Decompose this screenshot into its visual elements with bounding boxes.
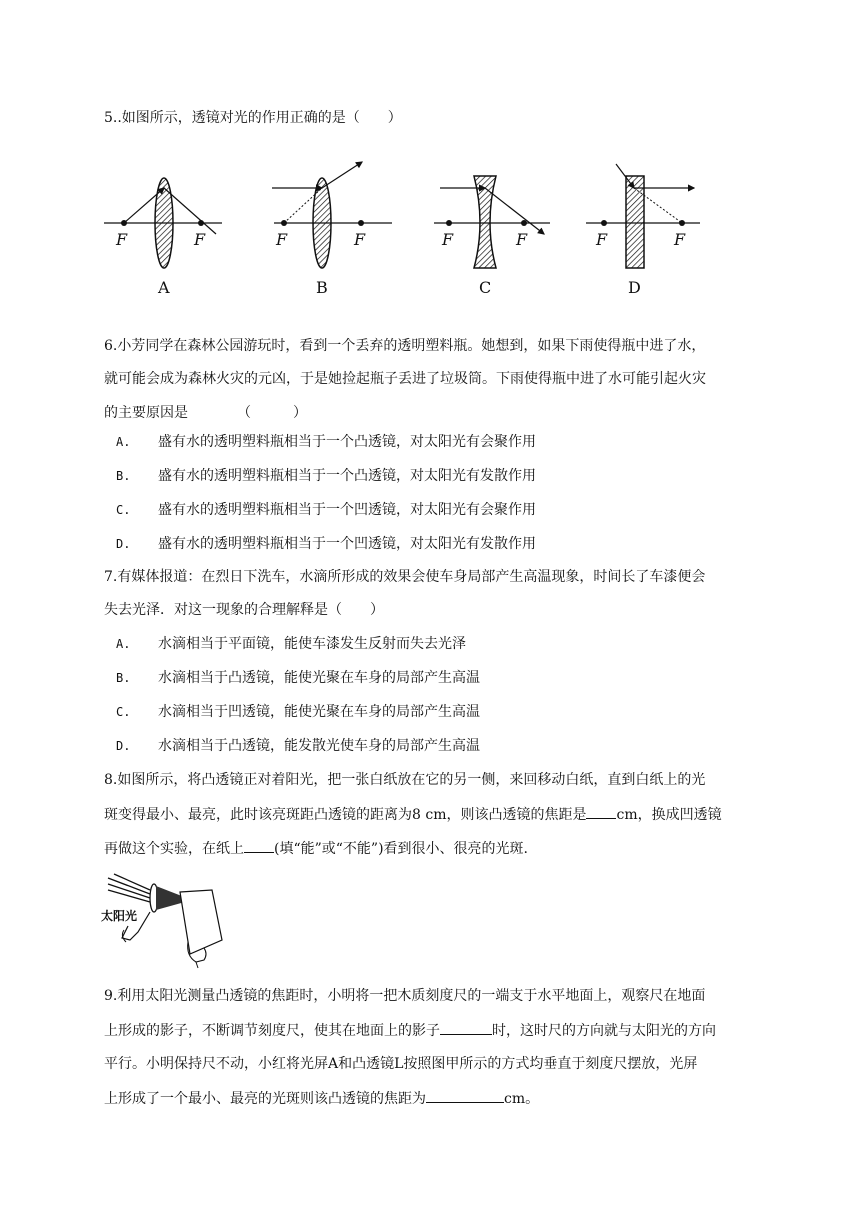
figure-label-d: D: [628, 278, 641, 297]
q8-line-1: 8.如图所示，将凸透镜正对着阳光，把一张白纸放在它的另一侧，来回移动白纸，直到白纸上的光: [104, 772, 706, 788]
q5-text: 5..如图所示，透镜对光的作用正确的是（ ）: [104, 110, 402, 126]
focus-label-d-right: F: [674, 230, 686, 249]
q7-line-2: 失去光泽．对这一现象的合理解释是（ ）: [104, 602, 384, 618]
option-label: C.: [116, 503, 131, 517]
q9-line-2: [104, 1020, 716, 1041]
q6-line-1: 6.小芳同学在森林公园游玩时，看到一个丢弃的透明塑料瓶。她想到，如果下雨使得瓶中进了水，: [104, 338, 706, 354]
q8-line-2-part-b: cm，换成凹透镜: [616, 807, 722, 823]
option-label: A.: [116, 637, 131, 651]
q8-line-3-part-b: (填“能”或“不能”)看到很小、很亮的光斑.: [274, 841, 529, 857]
q9-line-4: [104, 1088, 539, 1109]
q9-line-4-part-a: 上形成了一个最小、最亮的光斑则该凸透镜的焦距为: [104, 1091, 426, 1107]
option-text: 盛有水的透明塑料瓶相当于一个凸透镜，对太阳光有发散作用: [158, 468, 536, 484]
q8-line-3-part-a: 再做这个实验，在纸上: [104, 841, 244, 857]
option-text: 水滴相当于平面镜，能使车漆发生反射而失去光泽: [158, 636, 466, 652]
figure-label-c: C: [479, 278, 492, 297]
q7-option-c: [116, 702, 480, 722]
q9-line-3: 平行。小明保持尺不动，小红将光屏A和凸透镜L按照图甲所示的方式均垂直于刻度尺摆放，光屏: [104, 1056, 698, 1072]
option-label: C.: [116, 705, 131, 719]
figure-label-a: A: [158, 278, 170, 297]
option-label: A.: [116, 435, 131, 449]
option-label: D.: [116, 537, 131, 551]
q8-line-3: [104, 838, 528, 859]
q5-lens-figures: [104, 150, 704, 300]
q7-option-b: [116, 668, 480, 688]
focus-label-a-left: F: [116, 230, 128, 249]
option-label: B.: [116, 469, 131, 483]
q8-line-2-part-a: 斑变得最小、最亮，此时该亮斑距凸透镜的距离为8 cm，则该凸透镜的焦距是: [104, 807, 587, 823]
q7-option-a: [116, 634, 466, 654]
q8-sunlight-label: 太阳光: [101, 909, 138, 923]
option-text: 盛有水的透明塑料瓶相当于一个凹透镜，对太阳光有发散作用: [158, 536, 536, 552]
figure-label-b: B: [316, 278, 328, 297]
q8-can-or-cannot-blank: [244, 838, 274, 853]
q7-line-1: 7.有媒体报道：在烈日下洗车，水滴所形成的效果会使车身局部产生高温现象，时间长了车漆便会: [104, 569, 706, 585]
figure-d-concave-lens: [586, 164, 700, 268]
q8-line-2: [104, 804, 722, 825]
q6-option-c: [116, 500, 536, 520]
focus-label-c-left: F: [442, 230, 454, 249]
q6-option-a: [116, 432, 536, 452]
option-text: 盛有水的透明塑料瓶相当于一个凸透镜，对太阳光有会聚作用: [158, 434, 536, 450]
figure-a-convex-lens: [104, 178, 222, 268]
option-text: 水滴相当于凸透镜，能使光聚在车身的局部产生高温: [158, 670, 480, 686]
focus-label-c-right: F: [516, 230, 528, 249]
q6-line-2: 就可能会成为森林火灾的元凶，于是她捡起瓶子丢进了垃圾筒。下雨使得瓶中进了水可能引起火灾: [104, 371, 706, 387]
focus-label-b-right: F: [354, 230, 366, 249]
option-text: 水滴相当于凹透镜，能使光聚在车身的局部产生高温: [158, 704, 480, 720]
focus-label-a-right: F: [194, 230, 206, 249]
figure-c-concave-lens: [434, 176, 550, 268]
option-text: 盛有水的透明塑料瓶相当于一个凹透镜，对太阳光有会聚作用: [158, 502, 536, 518]
q9-line-2-part-b: 时，这时尺的方向就与太阳光的方向: [492, 1023, 716, 1039]
focus-label-d-left: F: [596, 230, 608, 249]
figure-b-convex-lens: [272, 162, 392, 268]
option-label: D.: [116, 739, 131, 753]
q6-option-b: [116, 466, 536, 486]
q8-focal-length-blank: [586, 804, 616, 819]
option-text: 水滴相当于凸透镜，能发散光使车身的局部产生高温: [158, 738, 480, 754]
q6-option-d: [116, 534, 536, 554]
q7-option-d: [116, 736, 480, 756]
q9-shadow-blank: [440, 1020, 492, 1035]
q9-line-2-part-a: 上形成的影子，不断调节刻度尺，使其在地面上的影子: [104, 1023, 440, 1039]
option-label: B.: [116, 671, 131, 685]
focus-label-b-left: F: [276, 230, 288, 249]
q9-line-1: 9.利用太阳光测量凸透镜的焦距时，小明将一把木质刻度尺的一端支于水平地面上，观察尺在地面: [104, 988, 706, 1004]
q6-line-3: 的主要原因是 （ ）: [104, 405, 307, 421]
q9-focal-length-blank: [426, 1088, 504, 1103]
q9-line-4-part-b: cm。: [504, 1091, 540, 1107]
